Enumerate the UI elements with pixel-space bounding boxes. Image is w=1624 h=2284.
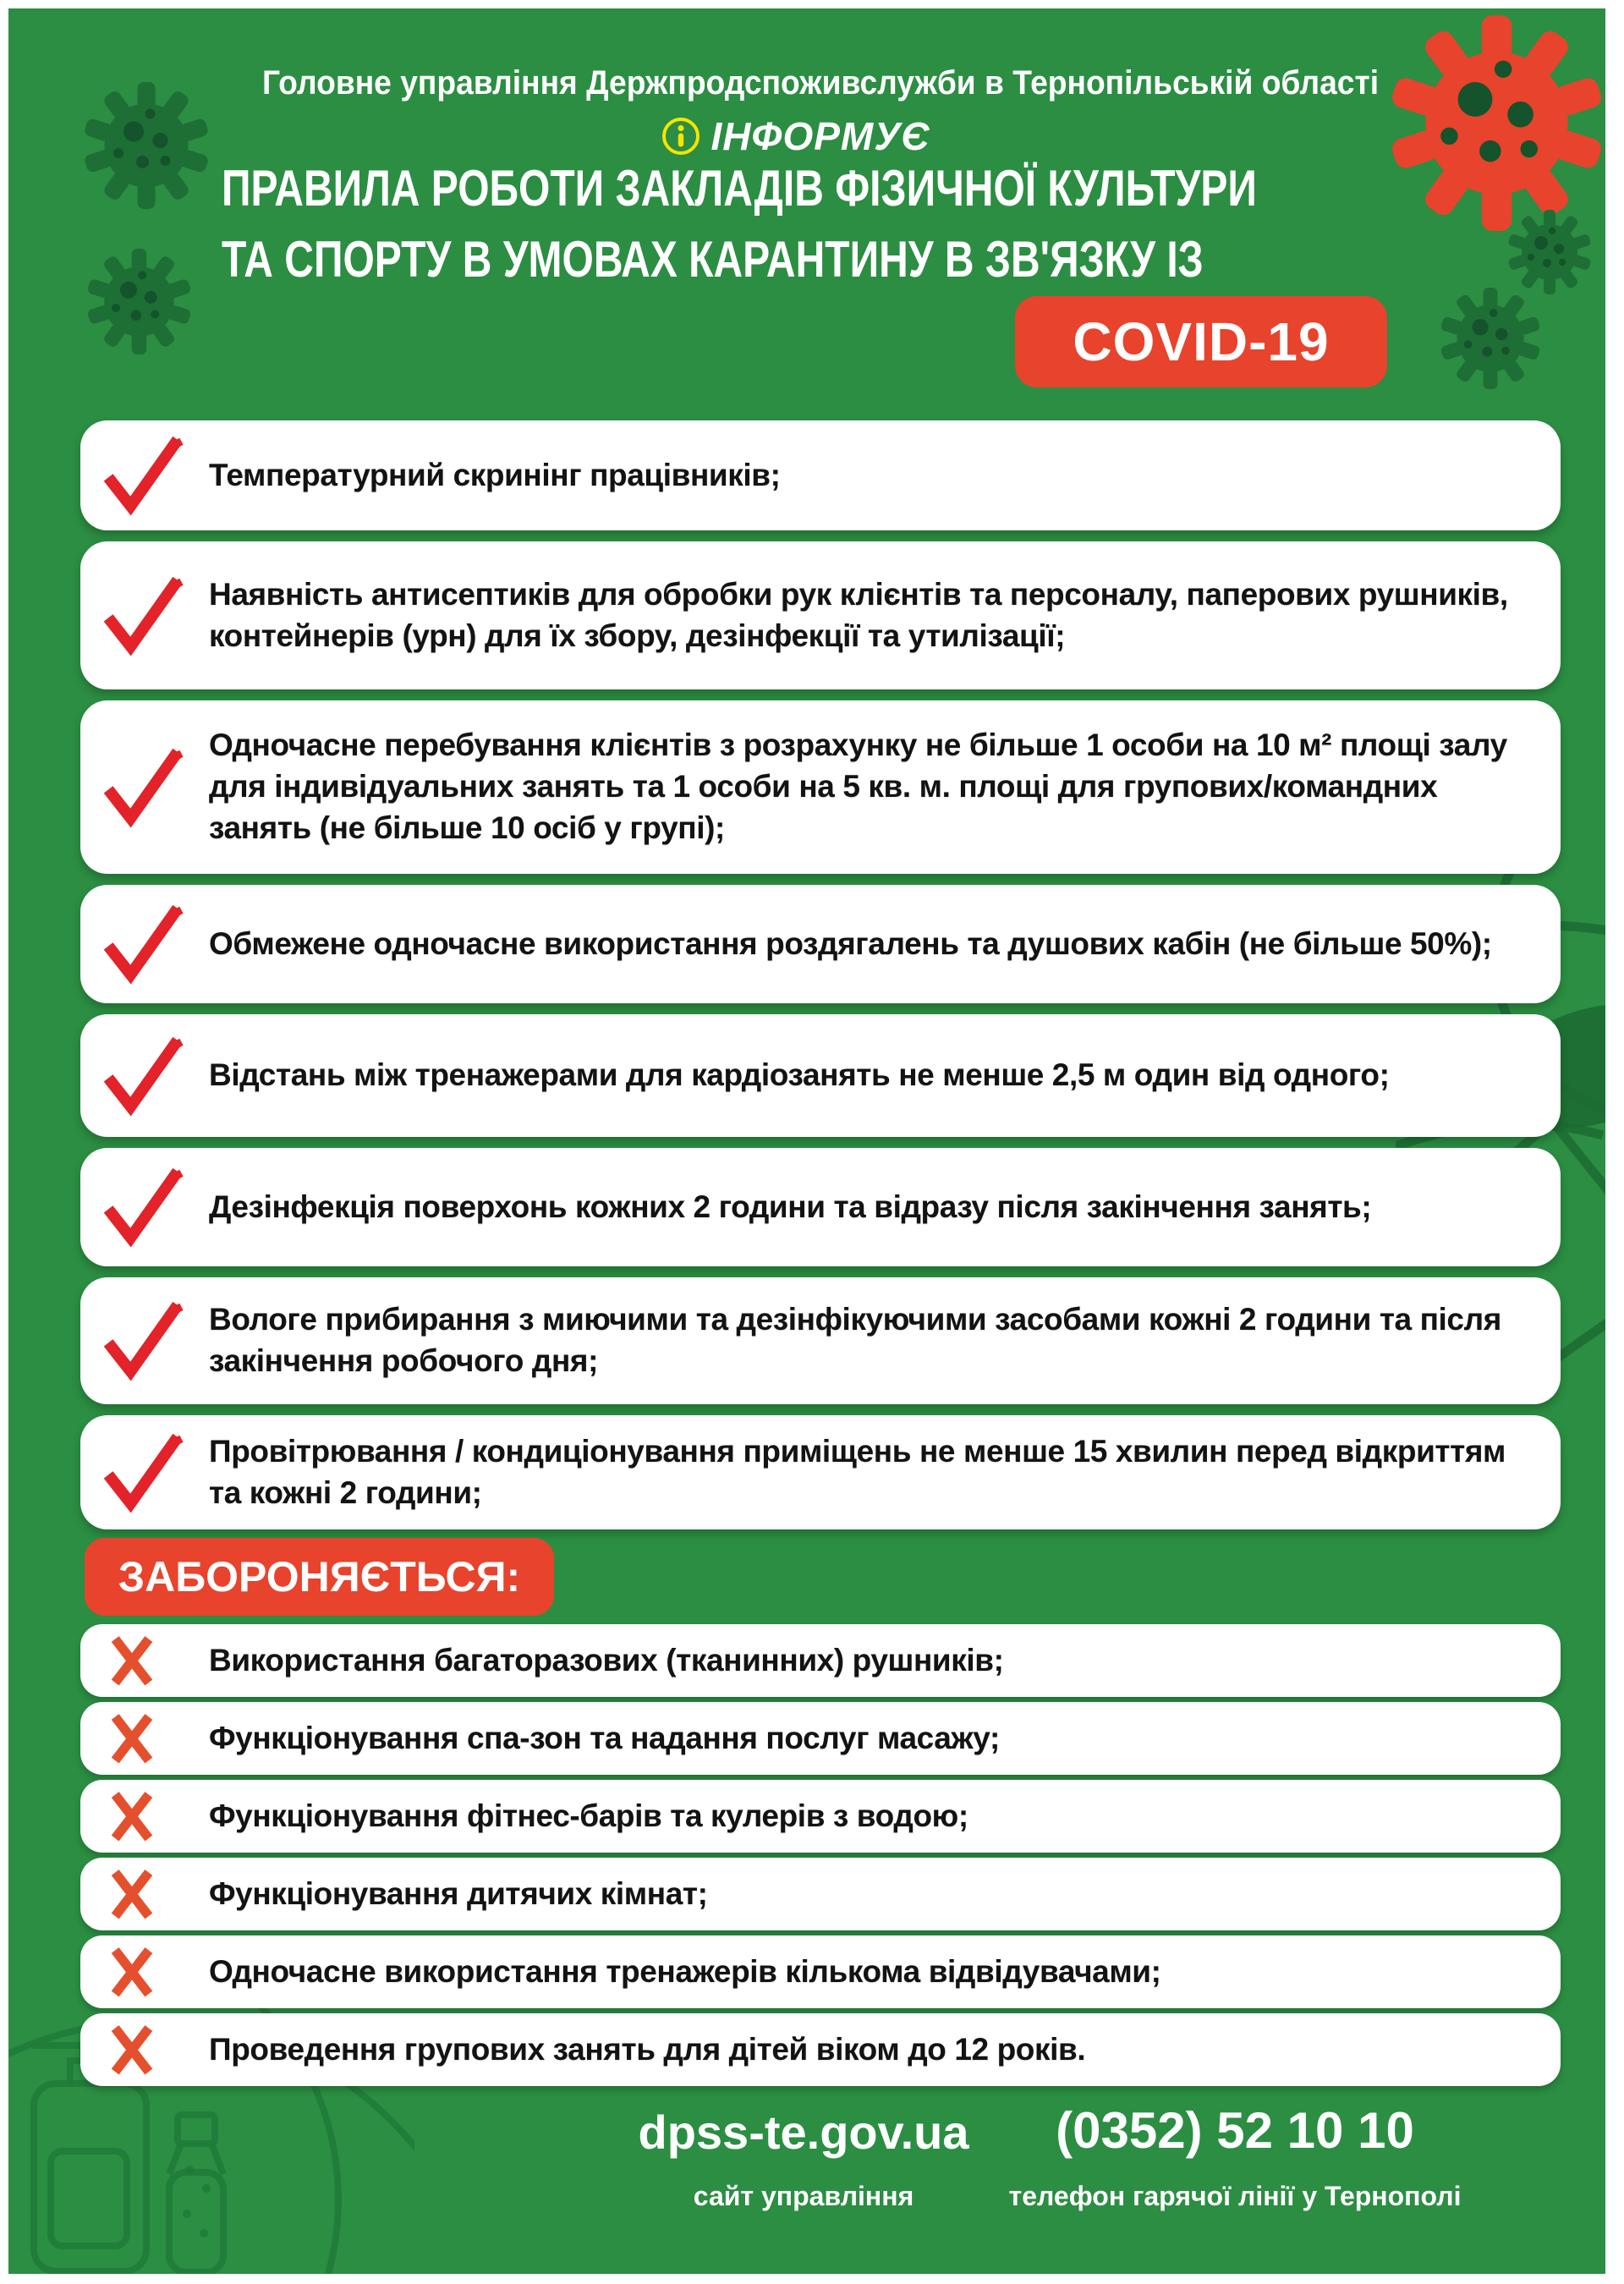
prohibited-card: [80, 1624, 1561, 1697]
x-icon: [106, 1628, 158, 1693]
rule-card: [80, 885, 1561, 1003]
x-icon: [106, 2018, 158, 2082]
rule-text: Одночасне перебування клієнтів з розрахунку не більше 1 особи на 10 м² площі залу для індивідуальних занять та 1 особи на 5 кв. м. площі для групових/командних занять (не більше 10 осіб у групі);: [209, 727, 1507, 845]
page-title-line-1: ПРАВИЛА РОБОТИ ЗАКЛАДІВ ФІЗИЧНОЇ КУЛЬТУРИ: [222, 160, 1257, 217]
rule-card: [80, 1148, 1561, 1266]
check-icon: [101, 898, 185, 987]
x-icon: [106, 1784, 158, 1848]
informs-label: ІНФОРМУЄ: [710, 114, 930, 158]
org-title: Головне управління Держпродспоживслужби в Тернопільській області: [261, 64, 1380, 102]
virus-icon: [1507, 210, 1592, 294]
rule-card: [80, 420, 1561, 530]
check-icon: [101, 568, 185, 658]
prohibited-card: [80, 1780, 1561, 1853]
prohibited-text: Одночасне використання тренажерів кількома відвідувачами;: [209, 1953, 1161, 1989]
rule-card: [80, 1014, 1561, 1137]
rule-text: Провітрювання / кондиціонування приміщень не менше 15 хвилин перед відкриттям та кожні 2 години;: [209, 1433, 1506, 1510]
x-icon: [106, 1862, 158, 1926]
informs-row: [8, 113, 1582, 159]
poster-background: [8, 8, 1605, 2274]
prohibited-text: Проведення групових занять для дітей віком до 12 років.: [209, 2031, 1086, 2067]
prohibited-card: [80, 1702, 1561, 1775]
phone-caption: телефон гарячої лінії у Тернополі: [1008, 2181, 1462, 2211]
prohibited-badge: ЗАБОРОНЯЄТЬСЯ:: [85, 1538, 554, 1616]
rule-text: Відстань між тренажерами для кардіозанять не менше 2,5 м один від одного;: [209, 1057, 1390, 1093]
check-icon: [101, 1161, 185, 1250]
rule-card: [80, 1415, 1561, 1529]
page-title-line-2: ТА СПОРТУ В УМОВАХ КАРАНТИНУ В ЗВ'ЯЗКУ ІЗ: [222, 231, 1204, 288]
check-icon: [101, 429, 185, 519]
prohibited-card: [80, 1935, 1561, 2008]
info-icon: [661, 116, 701, 156]
covid-19-badge: COVID-19: [1015, 296, 1387, 387]
phone-number: (0352) 52 10 10: [1056, 2102, 1414, 2159]
rule-text: Дезінфекція поверхонь кожних 2 години та відразу після закінчення занять;: [209, 1189, 1372, 1224]
prohibited-text: Функціонування дитячих кімнат;: [209, 1875, 708, 1911]
site-url: dpss-te.gov.ua: [638, 2106, 969, 2159]
check-icon: [101, 740, 185, 830]
check-icon: [101, 1425, 185, 1515]
rule-text: Обмежене одночасне використання роздягалень та душових кабін (не більше 50%);: [209, 925, 1492, 961]
rule-text: Температурний скринінг працівників;: [209, 457, 781, 492]
x-icon: [106, 1706, 158, 1771]
check-icon: [101, 1029, 185, 1118]
prohibited-text: Використання багаторазових (тканинних) рушників;: [209, 1642, 1004, 1677]
rule-card: [80, 700, 1561, 874]
prohibited-text: Функціонування фітнес-барів та кулерів з водою;: [209, 1798, 968, 1833]
check-icon: [101, 1294, 185, 1384]
prohibited-card: [80, 1858, 1561, 1930]
rule-card: [80, 541, 1561, 689]
rule-text: Вологе прибирання з миючими та дезінфікуючими засобами кожні 2 години та після закінчення робочого дня;: [209, 1302, 1501, 1378]
virus-icon: [1440, 288, 1541, 389]
rule-card: [80, 1277, 1561, 1404]
prohibited-card: [80, 2013, 1561, 2086]
x-icon: [106, 1940, 158, 2004]
prohibited-text: Функціонування спа-зон та надання послуг масажу;: [209, 1720, 1000, 1755]
virus-icon: [86, 249, 192, 354]
rule-text: Наявність антисептиків для обробки рук клієнтів та персоналу, паперових рушників, контейнерів (урн) для їх збору, дезінфекції та утилізації;: [209, 576, 1508, 653]
site-caption: сайт управління: [693, 2181, 914, 2211]
